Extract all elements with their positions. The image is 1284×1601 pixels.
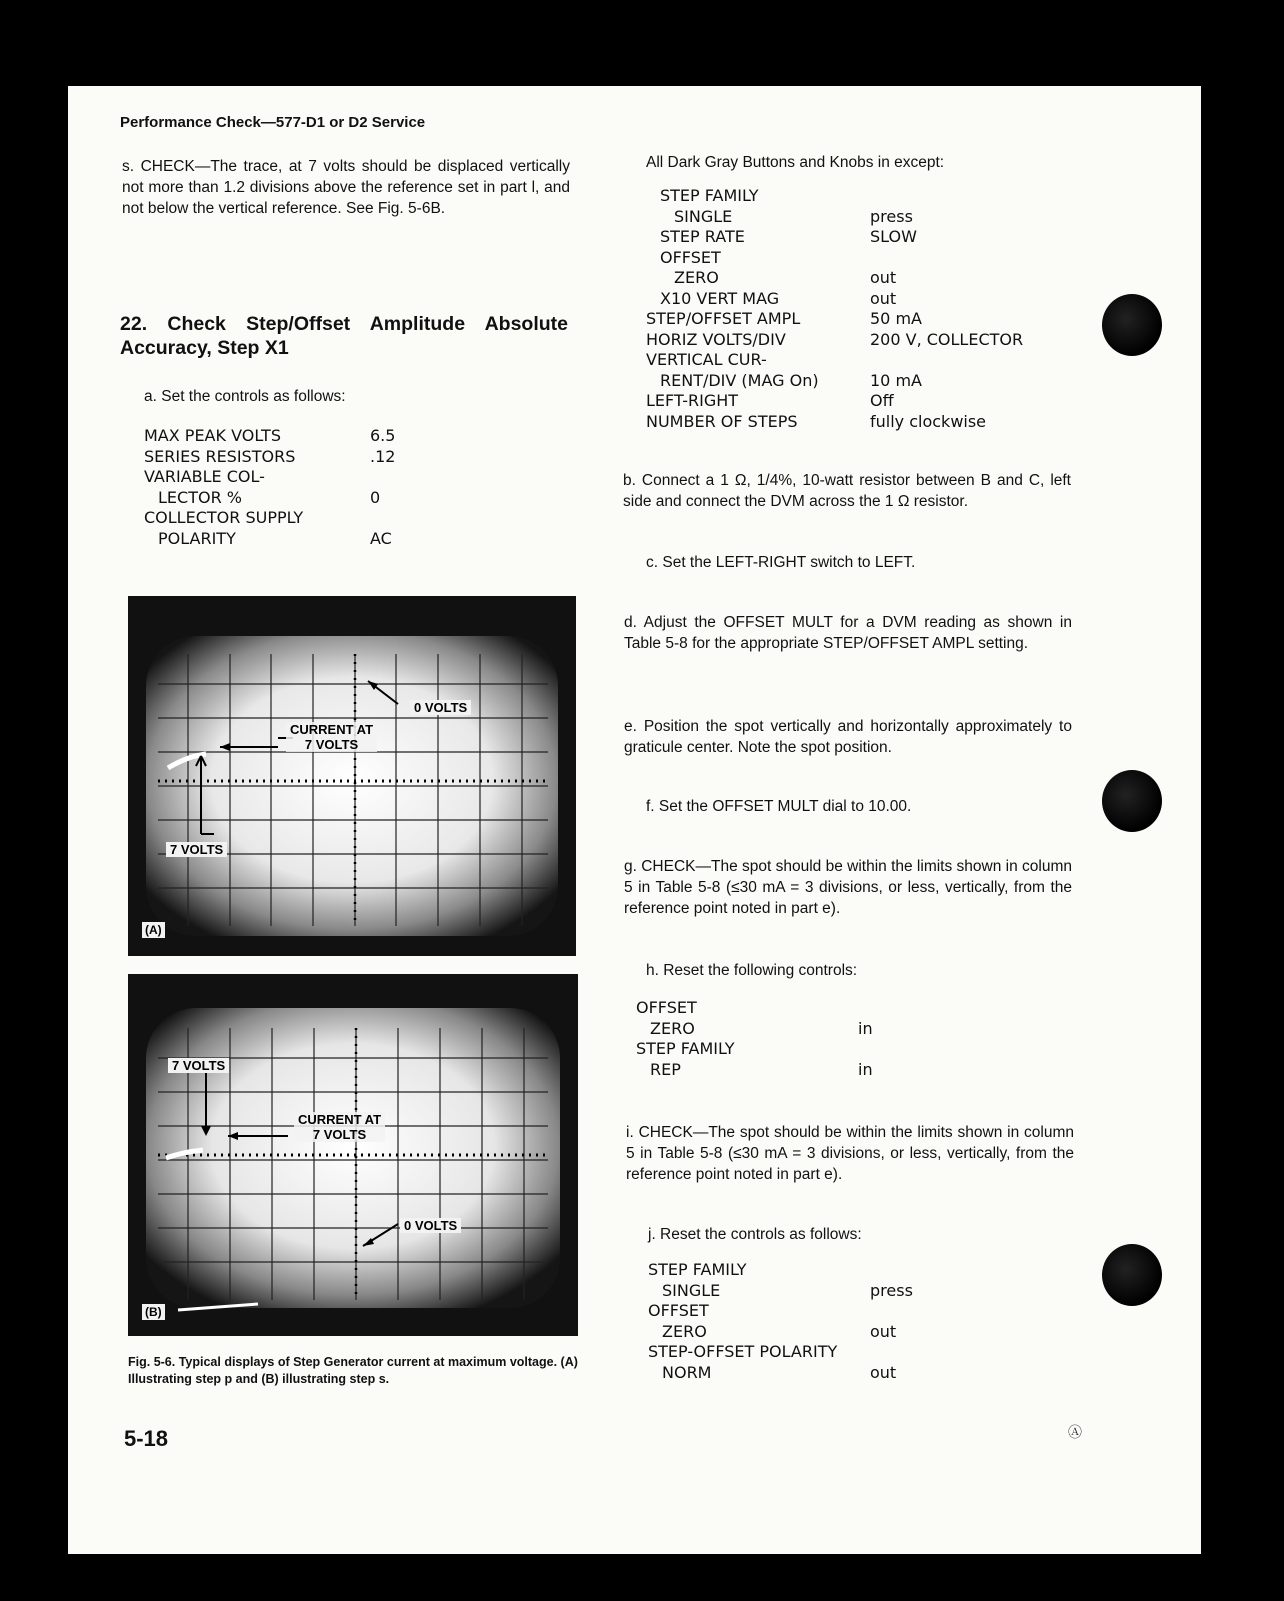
paragraph-f: f. Set the OFFSET MULT dial to 10.00. [646, 798, 912, 815]
figure-caption: Fig. 5-6. Typical displays of Step Generator current at maximum voltage. (A) Illustrating step p and (B) illustrating step s. [128, 1355, 578, 1386]
graticule-b [128, 974, 578, 1336]
control-row: STEP FAMILY [636, 1039, 735, 1058]
current-label-a: CURRENT AT 7 VOLTS [286, 722, 377, 752]
control-row: OFFSET [660, 247, 721, 267]
control-row: STEP RATE SLOW [660, 227, 917, 246]
paragraph-s: s. CHECK—The trace, at 7 volts should be displaced vertically not more than 1.2 divisions above the reference set in part l, and not below the vertical reference. See Fig. 5-6B. [122, 158, 570, 217]
control-row: SINGLE press [674, 206, 913, 226]
zero-volts-label-a: 0 VOLTS [410, 700, 471, 715]
binder-hole [1102, 1244, 1162, 1306]
paragraph-e: e. Position the spot vertically and horizontally approximately to graticule center. Note the spot position. [624, 718, 1072, 756]
control-row: NUMBER OF STEPS fully clockwise [646, 411, 987, 431]
control-row: STEP FAMILY [660, 186, 759, 205]
controls-table-intro [646, 186, 1023, 432]
paragraph-c: c. Set the LEFT-RIGHT switch to LEFT. [646, 554, 916, 571]
paragraph-d: d. Adjust the OFFSET MULT for a DVM reading as shown in Table 5-8 for the appropriate STEP/OFFSET AMPL setting. [624, 614, 1072, 652]
seven-volts-label-b: 7 VOLTS [168, 1058, 229, 1073]
control-row: HORIZ VOLTS/DIV 200 V, COLLECTOR [646, 329, 1024, 349]
control-row: LEFT-RIGHT Off [646, 391, 894, 410]
current-label-b: CURRENT AT 7 VOLTS [294, 1112, 385, 1142]
control-row: STEP/OFFSET AMPL 50 mA [646, 309, 922, 328]
control-row: NORM out [662, 1362, 897, 1382]
control-row: MAX PEAK VOLTS 6.5 [144, 426, 396, 445]
control-row: LECTOR % 0 [158, 487, 381, 507]
control-row: VARIABLE COL- [144, 467, 265, 486]
manual-page [68, 86, 1201, 1554]
figure-tag-a: (A) [142, 922, 165, 938]
control-row: OFFSET [648, 1301, 709, 1320]
zero-volts-label-b: 0 VOLTS [400, 1218, 461, 1233]
binder-hole [1102, 770, 1162, 832]
control-row: COLLECTOR SUPPLY [144, 508, 304, 527]
graticule-a [128, 596, 576, 956]
control-row: OFFSET [636, 998, 697, 1017]
paragraph-b: b. Connect a 1 Ω, 1/4%, 10-watt resistor between B and C, left side and connect the DVM across the 1 Ω resistor. [623, 472, 1071, 510]
control-row: SERIES RESISTORS .12 [144, 446, 396, 466]
intro-text: All Dark Gray Buttons and Knobs in except: [646, 154, 945, 171]
control-row: SINGLE press [662, 1280, 913, 1300]
paragraph-i: i. CHECK—The spot should be within the limits shown in column 5 in Table 5-8 (≤30 mA = 3 divisions, or less, vertically, from the reference point noted in part e). [626, 1124, 1074, 1183]
figure-tag-b: (B) [142, 1304, 165, 1320]
revision-mark: Ⓐ [1068, 1424, 1082, 1440]
section-title: 22. Check Step/Offset Amplitude Absolute Accuracy, Step X1 [120, 313, 568, 359]
control-row: ZERO out [662, 1321, 897, 1341]
controls-table-h [636, 998, 873, 1080]
control-row: REP in [650, 1059, 873, 1079]
paragraph-g: g. CHECK—The spot should be within the limits shown in column 5 in Table 5-8 (≤30 mA = 3 divisions, or less, vertically, from the reference point noted in part e). [624, 858, 1072, 917]
controls-table-a [144, 426, 395, 549]
control-row: STEP-OFFSET POLARITY [648, 1342, 838, 1361]
control-row: POLARITY AC [158, 528, 392, 548]
binder-hole [1102, 294, 1162, 356]
control-row: X10 VERT MAG out [660, 288, 897, 308]
control-row: ZERO out [674, 268, 897, 287]
oscilloscope-photo-b [128, 974, 578, 1336]
seven-volts-label-a: 7 VOLTS [166, 842, 227, 857]
paragraph-h: h. Reset the following controls: [646, 962, 858, 979]
page-number: 5-18 [124, 1426, 169, 1451]
paragraph-a: a. Set the controls as follows: [144, 388, 346, 405]
control-row: VERTICAL CUR- [646, 350, 767, 369]
control-row: STEP FAMILY [648, 1260, 747, 1279]
control-row: RENT/DIV (MAG On) 10 mA [660, 370, 922, 390]
control-row: ZERO in [650, 1018, 873, 1038]
paragraph-j: j. Reset the controls as follows: [648, 1226, 862, 1243]
controls-table-j [648, 1260, 913, 1383]
running-header: Performance Check—577-D1 or D2 Service [120, 114, 426, 131]
oscilloscope-photo-a [128, 596, 576, 956]
